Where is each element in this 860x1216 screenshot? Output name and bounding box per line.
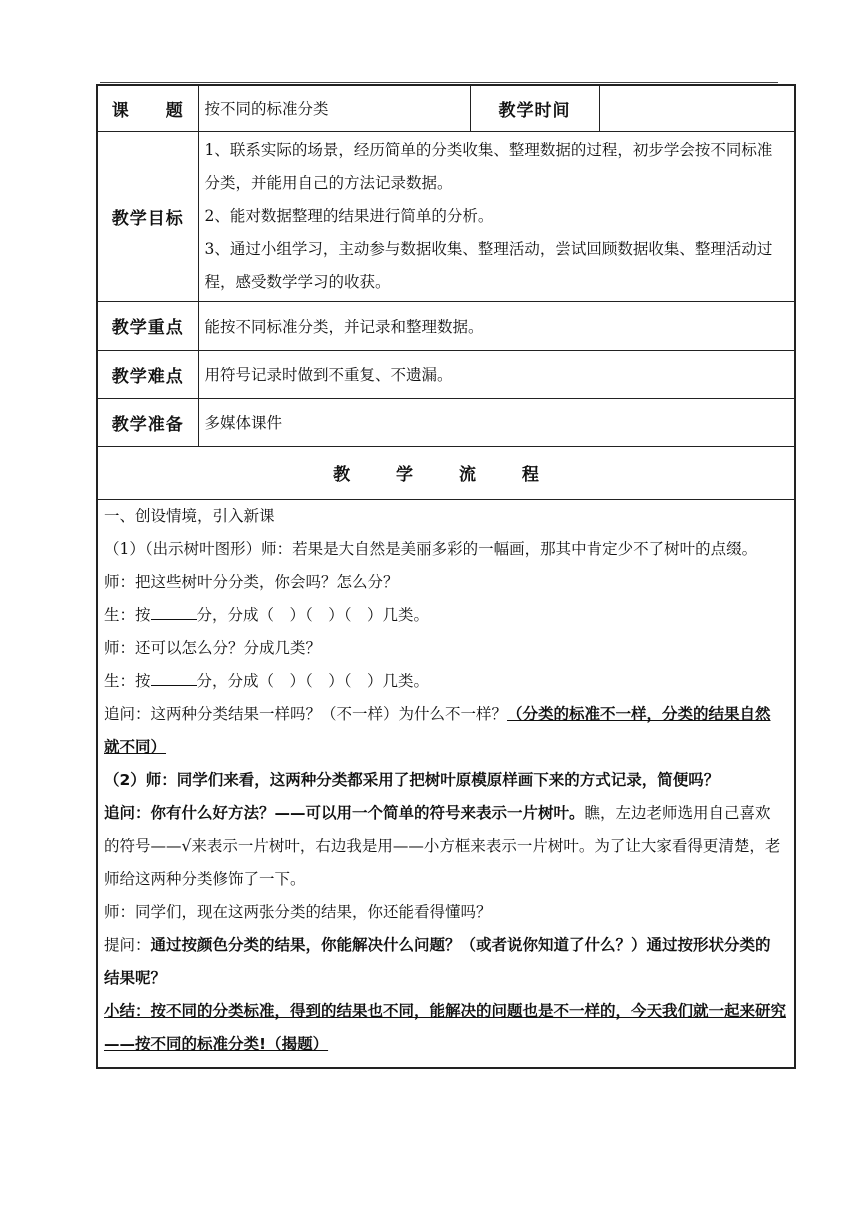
- fill-blank: [151, 605, 197, 620]
- preparation-value: 多媒体课件: [198, 398, 795, 446]
- paragraph-1: （1）（出示树叶图形）师：若果是大自然是美丽多彩的一幅画，那其中肯定少不了树叶的点缀。: [104, 539, 758, 558]
- paragraph-4: 师：还可以怎么分？分成几类？: [104, 638, 322, 657]
- difficulty-value: 用符号记录时做到不重复、不遗漏。: [198, 350, 795, 398]
- text: 生：按: [104, 671, 151, 690]
- time-label: 教学时间: [470, 85, 599, 131]
- preparation-row: [97, 398, 795, 446]
- paragraph-9: 师：同学们，现在这两张分类的结果，你还能看得懂吗？: [104, 902, 492, 921]
- process-title: 教 学 流 程: [97, 446, 795, 499]
- text: 生：按: [104, 605, 151, 624]
- summary-paragraph: 小结：按不同的分类标准，得到的结果也不同，能解决的问题也是不一样的，今天我们就一起来研究——按不同的标准分类!（揭题）: [104, 1001, 787, 1053]
- paragraph-5: [104, 665, 786, 698]
- difficulty-row: [97, 350, 795, 398]
- text: 瞧，左边老师选用自己喜欢的符号——√来表示一片树叶，右边我是用——小方框来表示一片树叶。为了让大家看得更清楚，老师给这两种分类修饰了一下。: [104, 803, 781, 888]
- key-point-label: 教学重点: [97, 301, 198, 350]
- paragraph-6: [104, 698, 786, 764]
- key-point-row: [97, 301, 795, 350]
- paragraph-7: （2）师：同学们来看，这两种分类都采用了把树叶原模原样画下来的方式记录，简便吗？: [104, 770, 720, 789]
- subject-label: 课 题: [97, 85, 198, 131]
- fill-blank: [151, 671, 197, 686]
- text: 分，分成（ ）（ ）（ ）几类。: [196, 671, 430, 690]
- key-point-value: 能按不同标准分类，并记录和整理数据。: [198, 301, 795, 350]
- subject-row: [97, 85, 795, 131]
- objective-2: 2、能对数据整理的结果进行简单的分析。: [204, 206, 494, 225]
- process-row: [97, 499, 795, 1068]
- difficulty-label: 教学难点: [97, 350, 198, 398]
- time-value: [599, 85, 795, 131]
- preparation-label: 教学准备: [97, 398, 198, 446]
- process-content: [97, 499, 795, 1068]
- paragraph-8: [104, 797, 786, 896]
- objectives-content: [198, 131, 795, 301]
- text: 追问：这两种分类结果一样吗？（不一样）为什么不一样？: [104, 704, 508, 723]
- text: 通过按颜色分类的结果，你能解决什么问题？（或者说你知道了什么？）通过按形状分类的结果呢？: [104, 935, 771, 987]
- objective-1: 1、联系实际的场景，经历简单的分类收集、整理数据的过程，初步学会按不同标准分类，并能用自己的方法记录数据。: [204, 140, 773, 192]
- objective-3: 3、通过小组学习，主动参与数据收集、整理活动，尝试回顾数据收集、整理活动过程，感受数学学习的收获。: [204, 239, 773, 291]
- objectives-label: 教学目标: [97, 131, 198, 301]
- objectives-row: [97, 131, 795, 301]
- header-rule: [100, 82, 778, 83]
- section-heading: 一、创设情境，引入新课: [104, 506, 275, 525]
- subject-value: 按不同的标准分类: [198, 85, 470, 131]
- text: 分，分成（ ）（ ）（ ）几类。: [196, 605, 430, 624]
- paragraph-10: [104, 929, 786, 995]
- process-title-row: [97, 446, 795, 499]
- paragraph-3: [104, 599, 786, 632]
- paragraph-2: 师：把这些树叶分分类，你会吗？怎么分？: [104, 572, 399, 591]
- text: 提问：: [104, 935, 151, 954]
- answer-emphasis: （分类的标准不一样，分类的结果自然就不同）: [104, 704, 771, 756]
- lesson-plan-table: [96, 84, 796, 1069]
- text: 追问：你有什么好方法？——可以用一个简单的符号来表示一片树叶。: [104, 803, 585, 822]
